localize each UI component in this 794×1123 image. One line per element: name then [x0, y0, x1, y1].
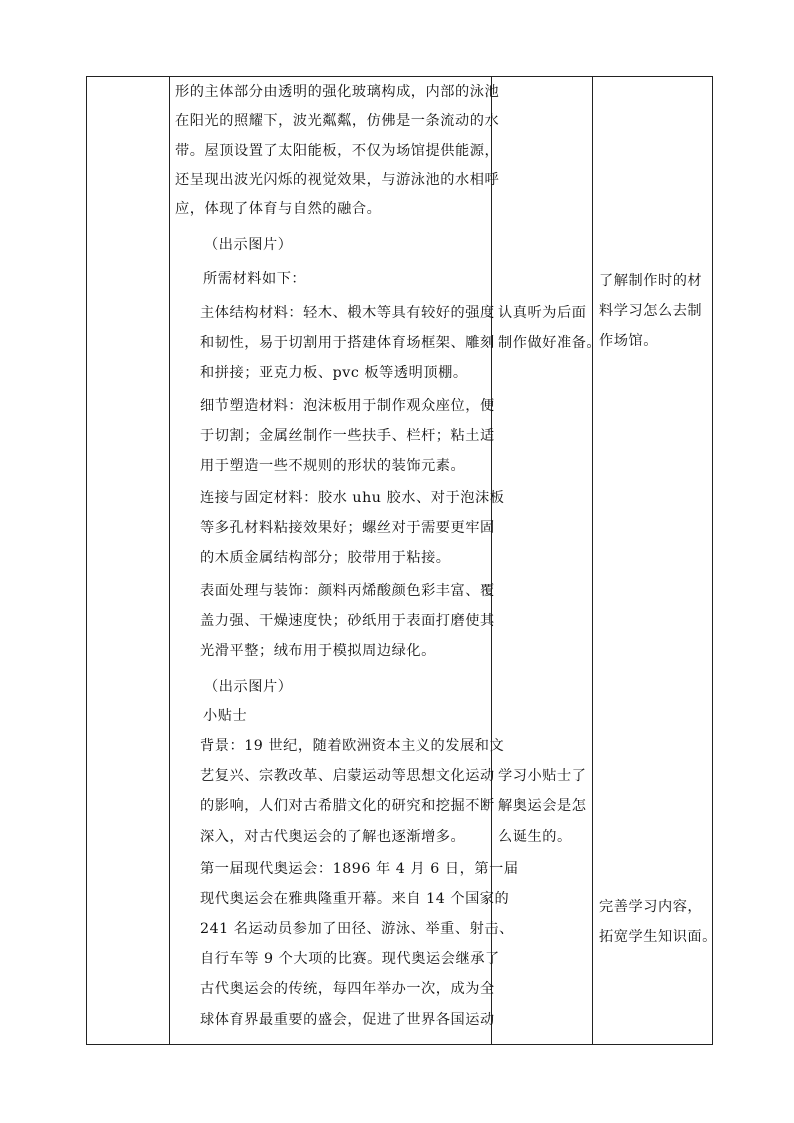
- paragraph-line: 等多孔材料粘接效果好；螺丝对于需要更牢固: [200, 520, 495, 536]
- paragraph-line: 了解制作时的材: [599, 273, 703, 289]
- paragraph-line: 认真听为后面: [498, 305, 587, 321]
- paragraph-line: 的木质金属结构部分；胶带用于粘接。: [200, 550, 451, 566]
- paragraph-line: 么诞生的。: [498, 829, 572, 845]
- paragraph-line: 表面处理与装饰：颜料丙烯酸颜色彩丰富、覆: [200, 583, 495, 599]
- paragraph-line: 盖力强、干燥速度快；砂纸用于表面打磨使其: [200, 613, 495, 629]
- paragraph-line: 细节塑造材料：泡沫板用于制作观众座位，便: [200, 398, 495, 414]
- paragraph-line: 古代奥运会的传统，每四年举办一次，成为全: [200, 981, 495, 997]
- paragraph-line: 和拼接；亚克力板、pvc 板等透明顶棚。: [200, 365, 468, 381]
- lesson-plan-table: [86, 76, 717, 1045]
- paragraph-line: 所需材料如下：: [203, 271, 307, 287]
- paragraph-line: 解奥运会是怎: [498, 798, 587, 814]
- paragraph-line: 完善学习内容，: [599, 899, 703, 915]
- paragraph-line: 球体育界最重要的盛会，促进了世界各国运动: [200, 1012, 495, 1028]
- paragraph-line: 还呈现出波光闪烁的视觉效果，与游泳池的水相呼: [175, 172, 500, 188]
- paragraph-line: 和韧性，易于切割用于搭建体育场框架、雕刻: [200, 335, 495, 351]
- table-cell-teacher-activity: [170, 77, 519, 1045]
- paragraph-line: 带。屋顶设置了太阳能板，不仅为场馆提供能源，: [175, 143, 500, 159]
- paragraph-line: 的影响，人们对古希腊文化的研究和挖掘不断: [200, 798, 495, 814]
- paragraph-line: 形的主体部分由透明的强化玻璃构成，内部的泳池: [175, 84, 500, 100]
- paragraph-line: 艺复兴、宗教改革、启蒙运动等思想文化运动: [200, 768, 495, 784]
- table-cell-stage: [87, 77, 170, 1045]
- paragraph-line: 自行车等 9 个大项的比赛。现代奥运会继承了: [200, 951, 500, 967]
- paragraph-line: 深入，对古代奥运会的了解也逐渐增多。: [200, 829, 466, 845]
- paragraph-line: 于切割；金属丝制作一些扶手、栏杆；粘土适: [200, 428, 495, 444]
- paragraph-line: 料学习怎么去制: [599, 303, 703, 319]
- paragraph-line: （出示图片）: [204, 679, 293, 695]
- paragraph-line: 学习小贴士了: [498, 768, 587, 784]
- paragraph-line: 在阳光的照耀下，波光粼粼，仿佛是一条流动的水: [175, 113, 500, 129]
- table-cell-student-activity: [492, 77, 602, 1045]
- paragraph-line: 光滑平整；绒布用于模拟周边绿化。: [200, 643, 436, 659]
- paragraph-line: 现代奥运会在雅典隆重开幕。来自 14 个国家的: [200, 891, 510, 907]
- paragraph-line: 用于塑造一些不规则的形状的装饰元素。: [200, 458, 466, 474]
- paragraph-line: 背景：19 世纪，随着欧洲资本主义的发展和文: [200, 738, 505, 754]
- paragraph-line: 第一届现代奥运会：1896 年 4 月 6 日，第一届: [200, 861, 519, 877]
- paragraph-line: 连接与固定材料：胶水 uhu 胶水、对于泡沫板: [200, 490, 505, 506]
- paragraph-line: 作场馆。: [599, 333, 658, 349]
- paragraph-line: 小贴士: [203, 708, 248, 724]
- table-row: [87, 77, 713, 1045]
- table-cell-design-intent: [593, 77, 717, 1045]
- paragraph-line: 241 名运动员参加了田径、游泳、举重、射击、: [200, 921, 514, 937]
- paragraph-line: 制作做好准备。: [498, 335, 602, 351]
- paragraph-line: （出示图片）: [204, 237, 293, 253]
- paragraph-line: 应，体现了体育与自然的融合。: [175, 201, 382, 217]
- paragraph-line: 主体结构材料：轻木、椴木等具有较好的强度: [200, 305, 495, 321]
- paragraph-line: 拓宽学生知识面。: [599, 929, 717, 945]
